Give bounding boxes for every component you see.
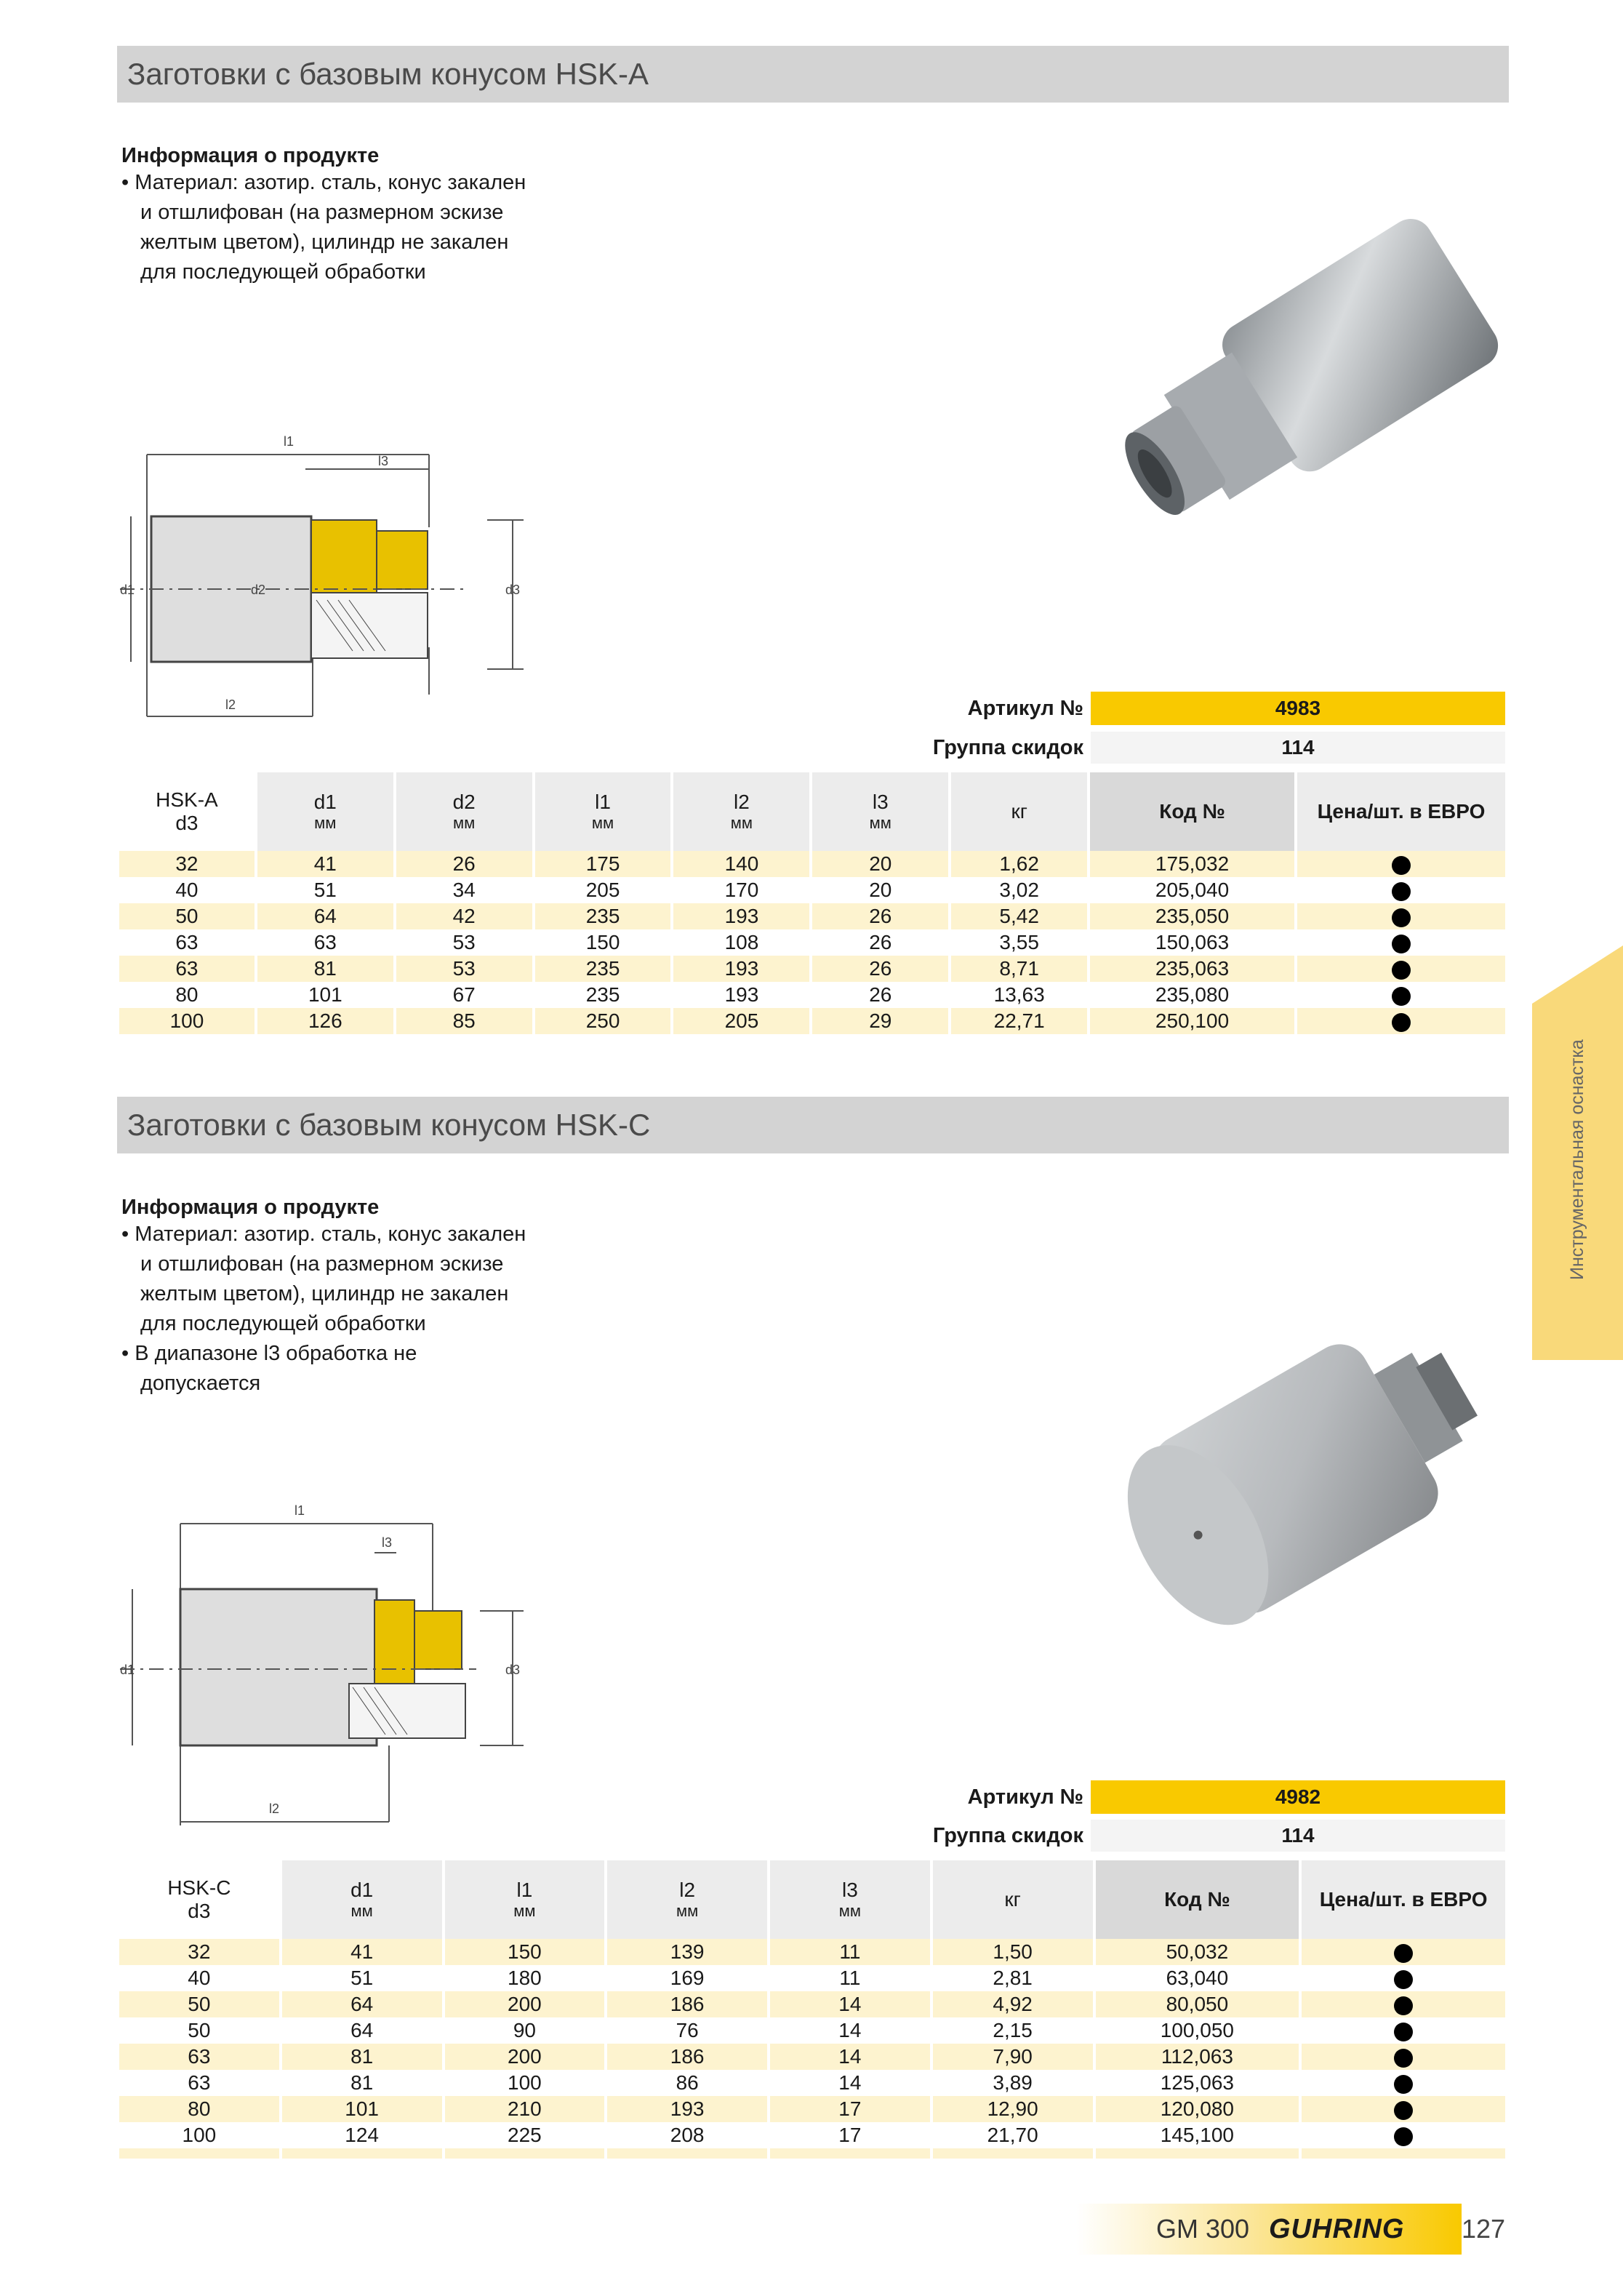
table-cell: 63,040 bbox=[1166, 1967, 1229, 1989]
availability-dot-cell bbox=[1297, 929, 1505, 956]
col-header bbox=[445, 1860, 605, 1939]
table-cell: 205,040 bbox=[1155, 879, 1230, 901]
availability-dot-cell bbox=[1302, 2070, 1505, 2096]
table-row-spacer bbox=[119, 2148, 1505, 2159]
table-cell: 76 bbox=[676, 2019, 699, 2041]
table-cell: 225 bbox=[508, 2124, 542, 2146]
table-cell: 205 bbox=[585, 879, 620, 901]
availability-dot-cell bbox=[1302, 2044, 1505, 2070]
table-cell bbox=[607, 2148, 767, 2159]
availability-dot-icon bbox=[1394, 2023, 1413, 2041]
product-info-hsk-c bbox=[121, 1196, 630, 1399]
availability-dot-cell bbox=[1297, 851, 1505, 877]
table-cell: 51 bbox=[313, 879, 337, 901]
table-row bbox=[119, 2122, 1505, 2148]
table-cell: 200 bbox=[445, 2044, 605, 2070]
table-cell: 235 bbox=[535, 956, 671, 982]
col-header-label: l3 bbox=[872, 791, 889, 813]
table-cell: 100 bbox=[182, 2124, 217, 2146]
dim-label-l2: l2 bbox=[225, 697, 236, 712]
unit-label: мм bbox=[591, 814, 614, 832]
discount-label: Группа скидок bbox=[932, 1824, 1083, 1847]
availability-dot-icon bbox=[1392, 935, 1411, 953]
table-cell: 17 bbox=[838, 2124, 862, 2146]
table-cell: 150,063 bbox=[1155, 931, 1230, 953]
col-header-code: Код № bbox=[1090, 772, 1294, 851]
section-title-hsk-a: Заготовки с базовым конусом HSK-A bbox=[117, 46, 1509, 103]
table-cell: 81 bbox=[257, 956, 393, 982]
table-row bbox=[119, 956, 1505, 982]
technical-drawing-hsk-a bbox=[116, 433, 531, 724]
col-header bbox=[933, 1860, 1093, 1939]
table-cell: 100 bbox=[508, 2071, 542, 2094]
table-cell: 21,70 bbox=[987, 2124, 1038, 2146]
col-header bbox=[535, 772, 671, 851]
table-cell: 63 bbox=[175, 931, 199, 953]
col-header-d3: d3 bbox=[175, 812, 199, 834]
table-cell: 250,100 bbox=[1090, 1008, 1294, 1034]
availability-dot-icon bbox=[1392, 908, 1411, 927]
table-cell: 14 bbox=[838, 2071, 862, 2094]
availability-dot-cell bbox=[1297, 903, 1505, 929]
table-cell: 85 bbox=[396, 1008, 532, 1034]
table-cell: 169 bbox=[670, 1967, 705, 1989]
table-cell: 7,90 bbox=[933, 2044, 1093, 2070]
article-label: Артикул № bbox=[967, 697, 1083, 720]
info-line: • Материал: азотир. сталь, конус закален bbox=[121, 1223, 526, 1246]
table-cell: 50,032 bbox=[1096, 1939, 1299, 1965]
table-cell: 150 bbox=[585, 931, 620, 953]
side-tab-label: Инструментальная оснастка bbox=[1567, 1039, 1587, 1280]
table-cell: 86 bbox=[676, 2071, 699, 2094]
table-cell: 150 bbox=[445, 1939, 605, 1965]
table-cell: 14 bbox=[838, 2019, 862, 2041]
table-row bbox=[119, 2096, 1505, 2122]
spec-table-hsk-c bbox=[116, 1860, 1508, 2159]
table-cell: 186 bbox=[607, 2044, 767, 2070]
table-cell: 26 bbox=[812, 956, 948, 982]
table-cell: 29 bbox=[812, 1008, 948, 1034]
table-cell: 64 bbox=[350, 2019, 374, 2041]
col-header bbox=[673, 772, 809, 851]
table-cell: 193 bbox=[673, 903, 809, 929]
technical-drawing-hsk-c bbox=[116, 1502, 538, 1836]
table-cell: 50 bbox=[188, 2019, 211, 2041]
dim-label-d2: d2 bbox=[251, 583, 266, 597]
table-cell: 126 bbox=[257, 1008, 393, 1034]
availability-dot-cell bbox=[1297, 1008, 1505, 1034]
table-cell: 145,100 bbox=[1160, 2124, 1234, 2146]
table-cell: 3,02 bbox=[999, 879, 1039, 901]
availability-dot-icon bbox=[1392, 987, 1411, 1006]
dim-label-d1: d1 bbox=[120, 583, 135, 597]
col-header-type-label: HSK-C bbox=[167, 1876, 231, 1899]
dim-label-l2: l2 bbox=[269, 1801, 280, 1816]
info-line: и отшлифован (на размерном эскизе bbox=[140, 201, 504, 224]
availability-dot-icon bbox=[1392, 1013, 1411, 1032]
table-cell: 3,89 bbox=[993, 2071, 1033, 2094]
availability-dot-cell bbox=[1302, 2122, 1505, 2148]
col-header-label: d1 bbox=[350, 1879, 374, 1901]
table-cell: 63 bbox=[119, 2044, 279, 2070]
col-header bbox=[257, 772, 393, 851]
col-header-type bbox=[119, 772, 255, 851]
table-cell: 80,050 bbox=[1096, 1991, 1299, 2017]
dim-label-l3: l3 bbox=[382, 1535, 393, 1550]
table-cell: 208 bbox=[670, 2124, 705, 2146]
availability-dot-icon bbox=[1392, 856, 1411, 875]
table-row bbox=[119, 929, 1505, 956]
table-cell: 26 bbox=[812, 903, 948, 929]
table-cell: 140 bbox=[673, 851, 809, 877]
availability-dot-icon bbox=[1394, 2075, 1413, 2094]
info-heading: Информация о продукте bbox=[121, 1196, 380, 1219]
table-cell: 11 bbox=[839, 1967, 861, 1989]
dim-label-d1: d1 bbox=[120, 1663, 135, 1677]
side-tab bbox=[1532, 945, 1623, 1360]
col-header-price: Цена/шт. в ЕВРО bbox=[1297, 772, 1505, 851]
table-cell bbox=[1302, 2148, 1505, 2159]
table-cell: 3,55 bbox=[999, 931, 1039, 953]
table-row bbox=[119, 851, 1505, 877]
availability-dot-cell bbox=[1302, 1991, 1505, 2017]
table-cell bbox=[119, 2148, 279, 2159]
table-cell: 67 bbox=[452, 983, 476, 1006]
col-header-label: d2 bbox=[452, 791, 476, 813]
table-cell: 205 bbox=[673, 1008, 809, 1034]
table-cell: 26 bbox=[396, 851, 532, 877]
availability-dot-icon bbox=[1394, 1996, 1413, 2015]
unit-label: мм bbox=[676, 1902, 699, 1920]
table-cell: 53 bbox=[396, 956, 532, 982]
table-cell: 11 bbox=[770, 1939, 930, 1965]
table-row bbox=[119, 1991, 1505, 2017]
table-cell bbox=[933, 2148, 1093, 2159]
col-header-type-label: HSK-A bbox=[156, 788, 218, 811]
table-cell: 235 bbox=[585, 983, 620, 1006]
table-cell: 235,063 bbox=[1090, 956, 1294, 982]
table-cell: 175 bbox=[535, 851, 671, 877]
discount-label: Группа скидок bbox=[932, 736, 1083, 759]
col-header bbox=[607, 1860, 767, 1939]
info-line: желтым цветом), цилиндр не закален bbox=[140, 1282, 509, 1305]
availability-dot-icon bbox=[1392, 882, 1411, 901]
table-cell: 63 bbox=[313, 931, 337, 953]
table-cell: 112,063 bbox=[1096, 2044, 1299, 2070]
availability-dot-cell bbox=[1302, 2017, 1505, 2044]
table-cell: 100 bbox=[119, 1008, 255, 1034]
table-cell: 50 bbox=[119, 1991, 279, 2017]
availability-dot-cell bbox=[1297, 956, 1505, 982]
table-cell: 22,71 bbox=[951, 1008, 1087, 1034]
table-cell: 124 bbox=[345, 2124, 379, 2146]
unit-label: мм bbox=[314, 814, 337, 832]
table-cell bbox=[282, 2148, 442, 2159]
table-cell: 2,81 bbox=[993, 1967, 1033, 1989]
table-cell: 14 bbox=[770, 2044, 930, 2070]
table-cell: 42 bbox=[396, 903, 532, 929]
table-cell: 40 bbox=[188, 1967, 211, 1989]
table-cell: 101 bbox=[308, 983, 342, 1006]
unit-label: мм bbox=[513, 1902, 536, 1920]
col-header-label: d1 bbox=[313, 791, 337, 813]
unit-label: мм bbox=[453, 814, 476, 832]
unit-label: мм bbox=[869, 814, 891, 832]
col-header bbox=[951, 772, 1087, 851]
table-cell: 193 bbox=[724, 983, 759, 1006]
table-cell: 63 bbox=[188, 2071, 211, 2094]
availability-dot-icon bbox=[1394, 1944, 1413, 1963]
table-row bbox=[119, 1008, 1505, 1034]
table-cell: 210 bbox=[445, 2096, 605, 2122]
dim-label-l1: l1 bbox=[294, 1503, 305, 1518]
col-header-price: Цена/шт. в ЕВРО bbox=[1302, 1860, 1505, 1939]
table-cell: 193 bbox=[607, 2096, 767, 2122]
table-cell: 32 bbox=[119, 1939, 279, 1965]
table-row bbox=[119, 2070, 1505, 2096]
table-row bbox=[119, 877, 1505, 903]
table-row bbox=[119, 1965, 1505, 1991]
table-cell bbox=[445, 2148, 605, 2159]
availability-dot-cell bbox=[1302, 2096, 1505, 2122]
col-header bbox=[396, 772, 532, 851]
table-cell: 40 bbox=[175, 879, 199, 901]
table-cell: 100,050 bbox=[1160, 2019, 1234, 2041]
table-cell: 50 bbox=[119, 903, 255, 929]
product-info-hsk-a bbox=[121, 144, 630, 287]
availability-dot-icon bbox=[1392, 961, 1411, 980]
table-cell: 64 bbox=[282, 1991, 442, 2017]
table-cell bbox=[770, 2148, 930, 2159]
table-cell: 120,080 bbox=[1096, 2096, 1299, 2122]
col-header-label: l1 bbox=[516, 1879, 533, 1901]
table-cell: 80 bbox=[119, 2096, 279, 2122]
dim-label-d3: d3 bbox=[505, 583, 521, 597]
table-cell: 41 bbox=[282, 1939, 442, 1965]
table-cell: 1,62 bbox=[951, 851, 1087, 877]
article-number: 4983 bbox=[1091, 692, 1505, 725]
table-cell: 63 bbox=[119, 956, 255, 982]
unit-label: мм bbox=[838, 1902, 861, 1920]
info-line: для последующей обработки bbox=[140, 260, 426, 284]
table-cell: 32 bbox=[119, 851, 255, 877]
table-cell: 17 bbox=[770, 2096, 930, 2122]
col-header-label: кг bbox=[1011, 800, 1027, 823]
col-header-d3: d3 bbox=[188, 1900, 211, 1922]
table-cell: 1,50 bbox=[933, 1939, 1093, 1965]
table-cell: 81 bbox=[350, 2071, 374, 2094]
col-header-label: l1 bbox=[595, 791, 611, 813]
info-line: желтым цветом), цилиндр не закален bbox=[140, 231, 509, 254]
table-cell: 34 bbox=[452, 879, 476, 901]
availability-dot-cell bbox=[1297, 982, 1505, 1008]
table-cell: 14 bbox=[770, 1991, 930, 2017]
table-cell: 186 bbox=[607, 1991, 767, 2017]
spec-table-hsk-a bbox=[116, 772, 1508, 1034]
availability-dot-cell bbox=[1302, 1939, 1505, 1965]
section-title-hsk-c: Заготовки с базовым конусом HSK-C bbox=[117, 1097, 1509, 1153]
table-cell: 4,92 bbox=[933, 1991, 1093, 2017]
page-number: 127 bbox=[1462, 2214, 1506, 2244]
unit-label: мм bbox=[730, 814, 753, 832]
availability-dot-icon bbox=[1394, 1970, 1413, 1989]
article-number: 4982 bbox=[1091, 1780, 1505, 1814]
info-line: • В диапазоне l3 обработка не bbox=[121, 1342, 417, 1365]
col-header-label: l3 bbox=[841, 1879, 858, 1901]
col-header bbox=[770, 1860, 930, 1939]
table-cell: 235 bbox=[535, 903, 671, 929]
table-cell: 64 bbox=[257, 903, 393, 929]
table-cell: 170 bbox=[724, 879, 759, 901]
table-cell: 235,050 bbox=[1090, 903, 1294, 929]
table-cell: 2,15 bbox=[993, 2019, 1033, 2041]
col-header bbox=[812, 772, 948, 851]
brand-logo: GUHRING bbox=[1269, 2214, 1405, 2244]
info-heading: Информация о продукте bbox=[121, 144, 380, 167]
table-cell: 125,063 bbox=[1160, 2071, 1234, 2094]
availability-dot-icon bbox=[1394, 2101, 1413, 2120]
table-cell: 26 bbox=[869, 983, 892, 1006]
col-header-label: l2 bbox=[734, 791, 750, 813]
col-header-code: Код № bbox=[1096, 1860, 1299, 1939]
info-line: • Материал: азотир. сталь, конус закален bbox=[121, 171, 526, 194]
table-cell: 8,71 bbox=[951, 956, 1087, 982]
dim-label-l1: l1 bbox=[284, 434, 294, 449]
table-cell: 235,080 bbox=[1155, 983, 1230, 1006]
col-header-label: l2 bbox=[679, 1879, 696, 1901]
dim-label-d3: d3 bbox=[505, 1663, 521, 1677]
product-photo-hsk-a bbox=[1083, 211, 1520, 553]
table-cell bbox=[1096, 2148, 1299, 2159]
table-row bbox=[119, 2044, 1505, 2070]
table-cell: 81 bbox=[282, 2044, 442, 2070]
col-header-label: кг bbox=[1004, 1888, 1021, 1911]
table-cell: 180 bbox=[508, 1967, 542, 1989]
availability-dot-icon bbox=[1394, 2127, 1413, 2146]
table-cell: 200 bbox=[445, 1991, 605, 2017]
table-cell: 5,42 bbox=[951, 903, 1087, 929]
info-line: для последующей обработки bbox=[140, 1312, 426, 1335]
table-cell: 53 bbox=[452, 931, 476, 953]
table-cell: 12,90 bbox=[933, 2096, 1093, 2122]
unit-label: мм bbox=[350, 1902, 373, 1920]
table-row bbox=[119, 982, 1505, 1008]
table-cell: 108 bbox=[724, 931, 759, 953]
table-cell: 13,63 bbox=[993, 983, 1045, 1006]
info-line: допускается bbox=[140, 1372, 261, 1395]
dim-label-l3: l3 bbox=[378, 454, 389, 468]
table-cell: 250 bbox=[535, 1008, 671, 1034]
info-line: и отшлифован (на размерном эскизе bbox=[140, 1252, 504, 1276]
product-photo-hsk-c bbox=[1091, 1302, 1498, 1665]
discount-group: 114 bbox=[1091, 732, 1505, 764]
table-cell: 20 bbox=[812, 851, 948, 877]
table-cell: 101 bbox=[282, 2096, 442, 2122]
table-row bbox=[119, 1939, 1505, 1965]
table-cell: 26 bbox=[869, 931, 892, 953]
table-cell: 139 bbox=[607, 1939, 767, 1965]
table-cell: 175,032 bbox=[1090, 851, 1294, 877]
availability-dot-icon bbox=[1394, 2049, 1413, 2068]
table-row bbox=[119, 903, 1505, 929]
footer-catalog: GM 300 bbox=[1156, 2214, 1250, 2244]
table-cell: 51 bbox=[350, 1967, 374, 1989]
col-header-type bbox=[119, 1860, 279, 1939]
table-cell: 20 bbox=[869, 879, 892, 901]
discount-group: 114 bbox=[1091, 1820, 1505, 1852]
availability-dot-cell bbox=[1297, 877, 1505, 903]
col-header bbox=[282, 1860, 442, 1939]
table-cell: 41 bbox=[257, 851, 393, 877]
table-cell: 193 bbox=[673, 956, 809, 982]
article-label: Артикул № bbox=[967, 1785, 1083, 1809]
table-cell: 90 bbox=[513, 2019, 536, 2041]
table-row bbox=[119, 2017, 1505, 2044]
availability-dot-cell bbox=[1302, 1965, 1505, 1991]
table-cell: 80 bbox=[175, 983, 199, 1006]
